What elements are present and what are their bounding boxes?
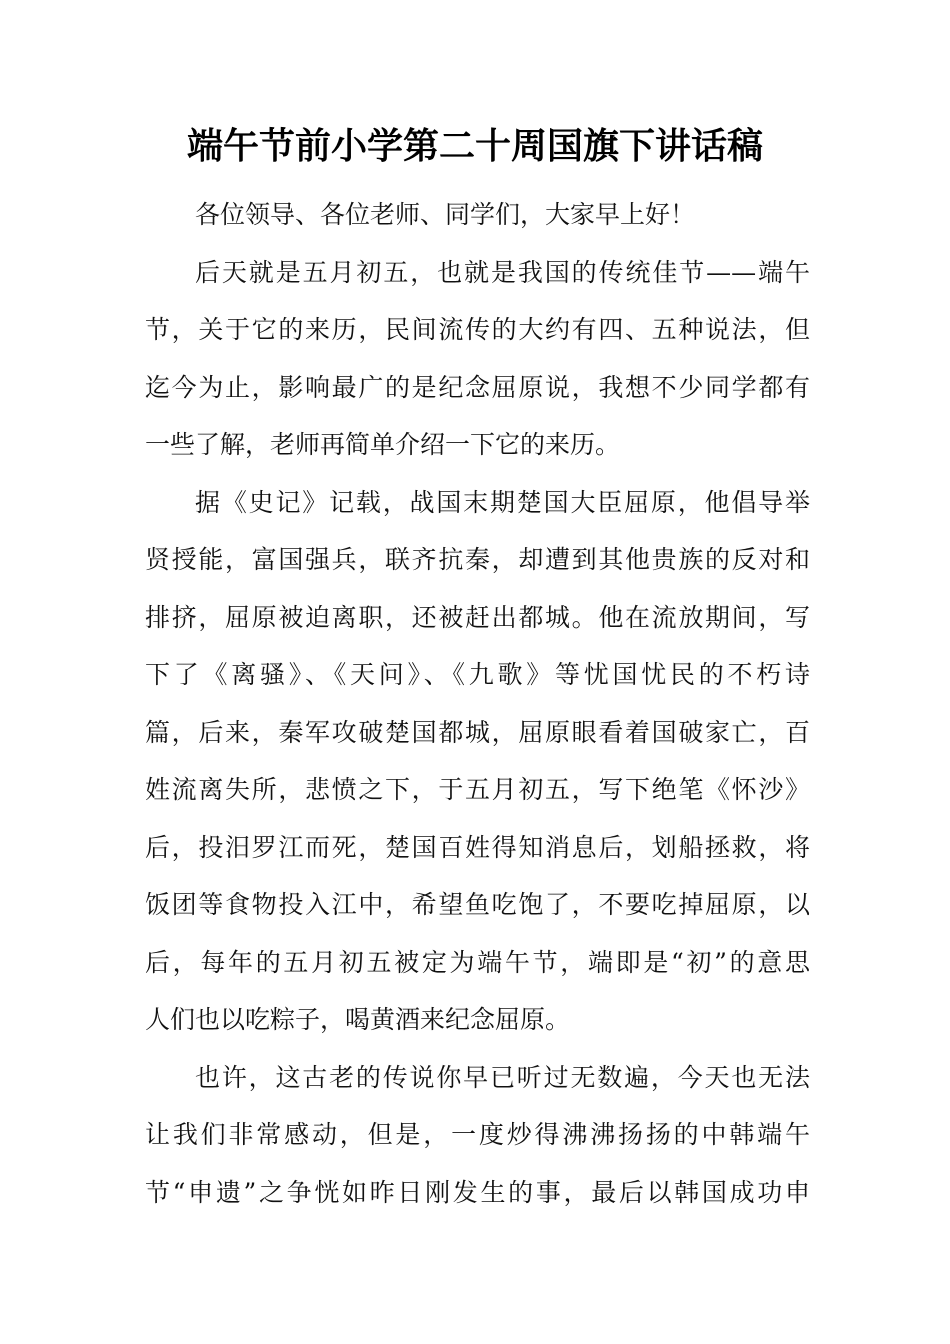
text-line: 人们也以吃粽子，喝黄酒来纪念屈原。	[145, 1005, 571, 1034]
text-line: 各位领导、各位老师、同学们，大家早上好！	[195, 200, 696, 229]
text-line: 后，投汨罗江而死，楚国百姓得知消息后，划船拯救，将	[145, 832, 810, 862]
text-line: 后天就是五月初五，也就是我国的传统佳节——端午	[195, 257, 810, 287]
text-line: 据《史记》记载，战国末期楚国大臣屈原，他倡导举	[195, 487, 810, 517]
text-line: 节，关于它的来历，民间流传的大约有四、五种说法，但	[145, 315, 810, 344]
text-line: 贤授能，富国强兵，联齐抗秦，却遭到其他贵族的反对和	[145, 545, 810, 574]
text-line: 篇，后来，秦军攻破楚国都城，屈原眼看着国破家亡，百	[145, 717, 810, 747]
paragraph-greeting	[145, 186, 810, 244]
paragraph-intro	[145, 244, 810, 474]
text-line: 饭团等食物投入江中，希望鱼吃饱了，不要吃掉屈原，以	[145, 890, 810, 919]
text-line: 让我们非常感动，但是，一度炒得沸沸扬扬的中韩端午	[145, 1120, 810, 1149]
document-title: 端午节前小学第二十周国旗下讲话稿	[186, 125, 763, 167]
paragraph-history	[145, 474, 810, 1049]
text-line: 姓流离失所，悲愤之下，于五月初五，写下绝笔《怀沙》	[145, 775, 810, 804]
text-line: 下了《离骚》、《天问》、《九歌》等忧国忧民的不朽诗	[145, 660, 810, 689]
paragraph-legend	[145, 1049, 810, 1222]
text-line: 节“申遗”之争恍如昨日刚发生的事，最后以韩国成功申	[145, 1177, 810, 1207]
text-line: 也许，这古老的传说你早已听过无数遍，今天也无法	[195, 1062, 810, 1092]
text-line: 一些了解，老师再简单介绍一下它的来历。	[145, 430, 621, 459]
document-body	[145, 186, 810, 1221]
text-line: 后，每年的五月初五被定为端午节，端即是“初”的意思	[145, 947, 810, 977]
text-line: 排挤，屈原被迫离职，还被赶出都城。他在流放期间，写	[145, 602, 810, 632]
text-line: 迄今为止，影响最广的是纪念屈原说，我想不少同学都有	[145, 372, 810, 402]
